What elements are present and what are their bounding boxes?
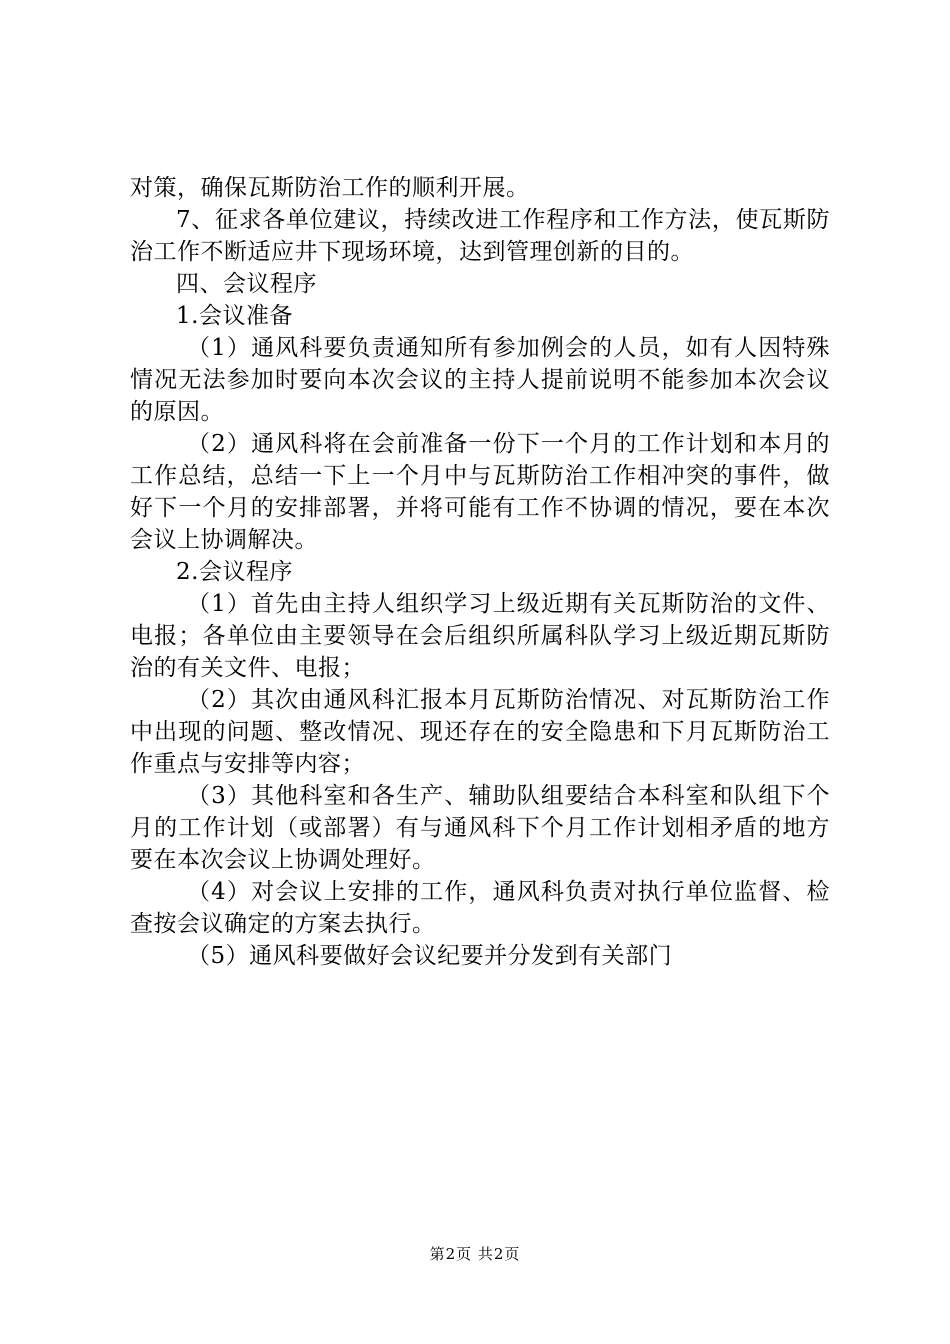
subsection-heading: 1.会议准备	[176, 303, 293, 329]
section-heading: 四、会议程序	[176, 271, 317, 297]
paragraph: （1）通风科要负责通知所有参加例会的人员，如有人因特殊情况无法参加时要向本次会议的主持人提前说明不能参加本次会议的原因。	[130, 335, 830, 425]
paragraph: （2）其次由通风科汇报本月瓦斯防治情况、对瓦斯防治工作中出现的问题、整改情况、现还存在的安全隐患和下月瓦斯防治工作重点与安排等内容；	[130, 687, 830, 777]
paragraph: 对策，确保瓦斯防治工作的顺利开展。	[130, 175, 530, 201]
paragraph: （5）通风科要做好会议纪要并分发到有关部门	[187, 943, 673, 969]
subsection-heading: 2.会议程序	[176, 559, 293, 585]
paragraph: （3）其他科室和各生产、辅助队组要结合本科室和队组下个月的工作计划（或部署）有与通风科下个月工作计划相矛盾的地方要在本次会议上协调处理好。	[130, 783, 830, 873]
paragraph: （4）对会议上安排的工作，通风科负责对执行单位监督、检查按会议确定的方案去执行。	[130, 879, 830, 937]
document-body	[130, 172, 830, 972]
paragraph: （2）通风科将在会前准备一份下一个月的工作计划和本月的工作总结，总结一下上一个月中与瓦斯防治工作相冲突的事件，做好下一个月的安排部署，并将可能有工作不协调的情况，要在本次会议上协调解决。	[130, 431, 830, 553]
page-footer: 第2页 共2页	[429, 1245, 521, 1263]
paragraph: 7、征求各单位建议，持续改进工作程序和工作方法，使瓦斯防治工作不断适应井下现场环境，达到管理创新的目的。	[130, 207, 830, 265]
paragraph: （1）首先由主持人组织学习上级近期有关瓦斯防治的文件、电报；各单位由主要领导在会后组织所属科队学习上级近期瓦斯防治的有关文件、电报；	[130, 591, 830, 681]
